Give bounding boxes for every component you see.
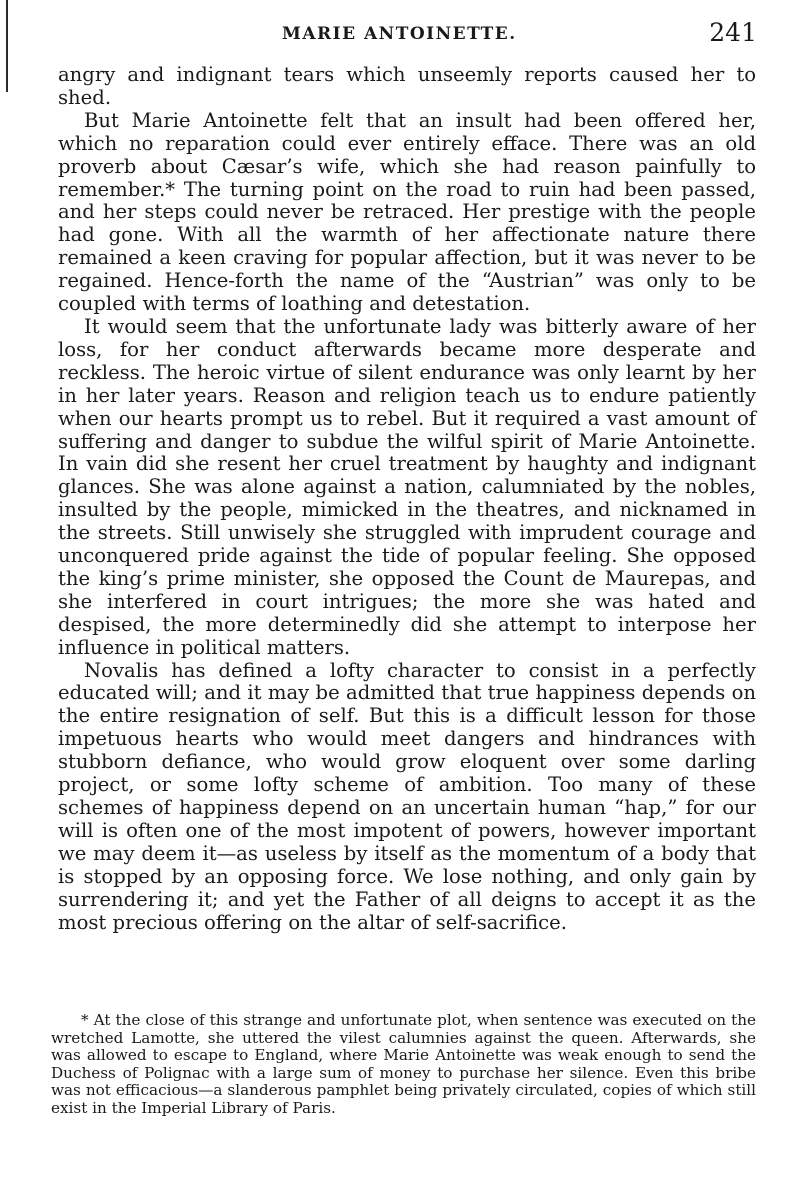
- footnote: [51, 1012, 756, 1118]
- running-title: MARIE ANTOINETTE.: [282, 24, 517, 44]
- paragraph: It would seem that the unfortunate lady was bitterly aware of her loss, for her conduct afterwards became more desperate and reckless. The heroic virtue of silent endurance was only learnt by her in her later years. Reason and religion teach us to endure patiently when our hearts prompt us to rebel. But it required a vast amount of suffering and danger to subdue the wilful spirit of Marie Antoinette. In vain did she resent her cruel treatment by haughty and indignant glances. She was alone against a nation, calumniated by the nobles, insulted by the people, mimicked in the theatres, and nicknamed in the streets. Still unwisely she struggled with imprudent courage and unconquered pride against the tide of popular feeling. She opposed the king’s prime minister, she opposed the Count de Maurepas, and she interfered in court intrigues; the more she was hated and despised, the more determinedly did she attempt to interpose her influence in political matters.: [58, 314, 756, 659]
- page-number: 241: [709, 18, 757, 47]
- paragraph-continuation: angry and indignant tears which unseemly reports caused her to shed.: [58, 63, 756, 109]
- paragraph: But Marie Antoinette felt that an insult had been offered her, which no reparation could ever entirely efface. There was an old proverb about Cæsar’s wife, which she had reason painfully to remember.* The turning point on the road to ruin had been passed, and her steps could never be retraced. Her prestige with the people had gone. With all the warmth of her affectionate nature there remained a keen craving for popular affection, but it was never to be regained. Hence-forth the name of the “Austrian” was only to be coupled with terms of loathing and detestation.: [58, 108, 756, 316]
- running-head: [0, 18, 791, 50]
- footnote-text: * At the close of this strange and unfortunate plot, when sentence was executed on the wretched Lamotte, she uttered the vilest calumnies against the queen. Afterwards, she was allowed to escape to England, where Marie Antoinette was weak enough to send the Duchess of Polignac with a large sum of money to purchase her silence. Even this bribe was not efficacious—a slanderous pamphlet being privately circulated, copies of which still exist in the Imperial Library of Paris.: [51, 1011, 756, 1117]
- body-text: [58, 64, 756, 934]
- paragraph: Novalis has defined a lofty character to consist in a perfectly educated will; and it may be admitted that true happiness depends on the entire resignation of self. But this is a difficult lesson for those impetuous hearts who would meet dangers and hindrances with stubborn defiance, who would grow eloquent over some darling project, or some lofty scheme of ambition. Too many of these schemes of happiness depend on an uncertain human “hap,” for our will is often one of the most impotent of powers, however important we may deem it—as useless by itself as the momentum of a body that is stopped by an opposing force. We lose nothing, and only gain by surrendering it; and yet the Father of all deigns to accept it as the most precious offering on the altar of self-sacrifice.: [58, 658, 756, 934]
